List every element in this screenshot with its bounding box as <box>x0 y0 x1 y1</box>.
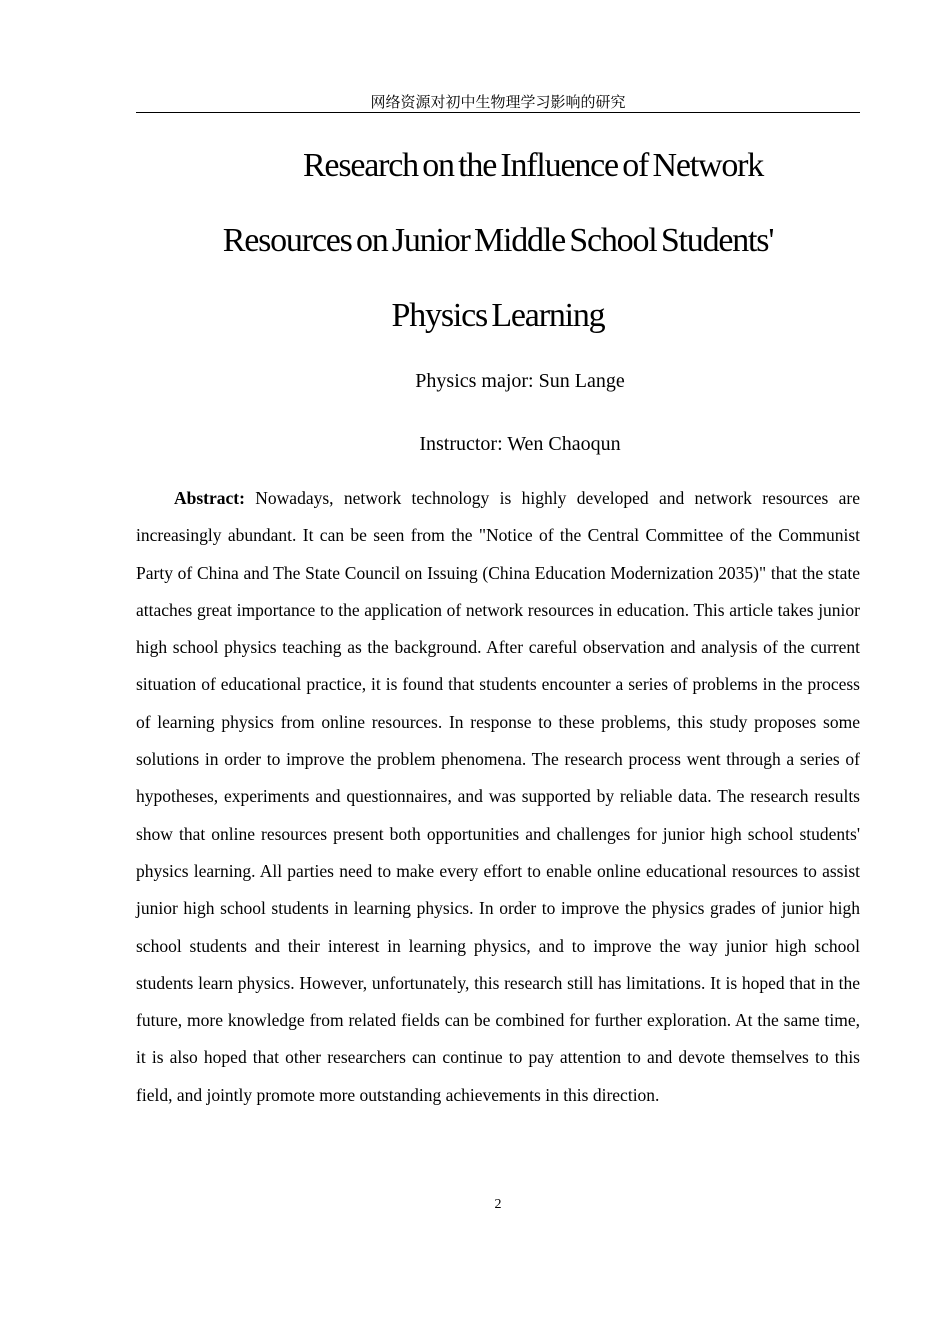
paper-title-line-2: Resources on Junior Middle School Students' <box>222 222 774 259</box>
paper-title <box>136 128 860 353</box>
paper-title-line-1: Research on the Influence of Network <box>302 147 764 184</box>
page-number: 2 <box>494 1197 502 1212</box>
author-instructor: Instructor: Wen Chaoqun <box>419 433 621 455</box>
author-major: Physics major: Sun Lange <box>415 370 625 392</box>
paper-title-line-3: Physics Learning <box>391 297 605 334</box>
abstract-paragraph <box>136 480 860 1114</box>
running-header: 网络资源对初中生物理学习影响的研究 <box>136 92 860 113</box>
abstract-label: Abstract: <box>174 488 245 508</box>
abstract-text: Nowadays, network technology is highly developed and network resources are increasingly abundant. It can be seen from the "Notice of the Central Committee of the Communist Party of China and The State Council on Issuing (China Education Modernization 2035)" that the state attaches great importance to the application of network resources in education. This article takes junior high school physics teaching as the background. After careful observation and analysis of the current situation of educational practice, it is found that students encounter a series of problems in the process of learning physics from online resources. In response to these problems, this study proposes some solutions in order to improve the problem phenomena. The research process went through a series of hypotheses, experiments and questionnaires, and was supported by reliable data. The research results show that online resources present both opportunities and challenges for junior high school students' physics learning. All parties need to make every effort to enable online educational resources to assist junior high school students in learning physics. In order to improve the physics grades of junior high school students and their interest in learning physics, and to improve the way junior high school students learn physics. However, unfortunately, this research still has limitations. It is hoped that in the future, more knowledge from related fields can be combined for further exploration. At the same time, it is also hoped that other researchers can continue to pay attention to and devote themselves to this field, and jointly promote more outstanding achievements in this direction. <box>136 488 860 1105</box>
